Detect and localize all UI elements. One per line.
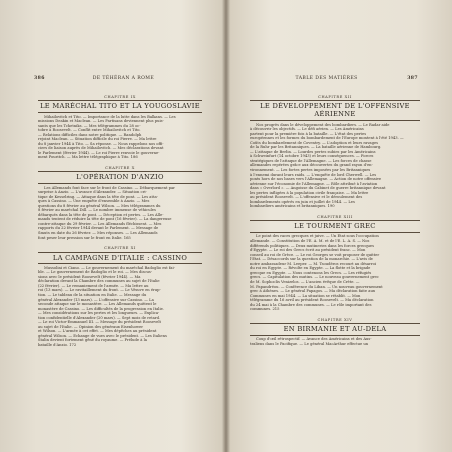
summary-line: au sujet de l'Italie. — Opinion des généraux Eisenhower [38,324,143,329]
summary-line: notre ambassadeur M. Leeper. — M. Tsoudéros recourt au désarroi [250,261,377,266]
chapter-rule-bottom [38,263,202,264]
chapter-summary [250,234,420,311]
left-running-head [34,76,202,81]
chapter-section [250,95,420,209]
summary-line: partent pour la première fois à la bataille. — L'état des pertes [250,131,367,136]
left-page-number: 386 [34,76,45,81]
summary-line: Le point des races grecques et juive. — Un État sous l'occupation [256,234,379,239]
summary-line: — Le roi Victor-Emmanuel III. — Message du président Roosevelt [38,320,162,325]
chapter-summary [38,266,202,348]
summary-line: grecs. — Capitulation des mutins. — Le nouveau gouvernement grec [250,275,379,280]
right-page-number: 387 [407,76,418,81]
summary-line: et Wilson. — L'armée à cet effet. — Mes dépêches au président [38,329,157,334]
summary-line: tion. — Le tableau de la situation en Italie. — Message du [38,292,147,297]
chapter-section [38,246,202,347]
summary-line: contre-attaque du 29 février. — Les Allemands fléchissent. — Mes [38,221,162,226]
chapter-label: CHAPITRE XIII [317,214,353,219]
summary-line: communes. 215 [250,307,280,312]
summary-line: européennes et les formes du bombardement de l'Europe montent à l'été 1943. — [250,136,404,141]
summary-line: à Schweinfurt (14 octobre 1943) et leurs conséquences. — Forces [250,154,374,159]
summary-line: tique de Kesselring. — Attaque dans la tête de pont. — Les atta- [38,194,158,199]
chapter-summary [250,337,420,346]
chapter-section [38,95,202,160]
left-running-title: DE TÉHÉRAN A ROME [92,76,155,81]
chapter-rule-top [38,100,202,101]
chapter-title: EN BIRMANIE ET AU-DELA [283,325,387,334]
chapter-label: CHAPITRE XI [104,246,136,251]
chapter-rule-bottom [250,335,420,336]
summary-line: général Wilson. — Échange de vues avec le président. — Les Italiens [38,333,167,338]
summary-line: du 8 janvier 1944 à Tito. — Sa réponse. — Nous rappelons nos offi- [38,141,164,146]
summary-line: conseil au roi de Grèce. — Le roi Georges se voit proposer de quitter [250,252,380,257]
summary-line: de la Ruhr par les Britanniques. — La bataille aérienne de Hambourg. [250,145,382,150]
summary-line: sions avec le président Roosevelt (février 1944). — Ma [38,274,141,279]
summary-line: ques à Cassino. — Une enquête d'ensemble à Anzio. — Mes [38,199,150,204]
summary-line: Mihailovitch et Tito. — Importance de la lutte dans les Balkans. — Les [44,114,176,119]
summary-line: questions du 8 février au général Wilson. — Mes télégrammes du [38,203,161,208]
chapter-rule-bottom [38,112,202,113]
summary-line: du 24 mai à la Chambre des communes. — Le rôle important des [250,302,372,307]
summary-line: font peser leur pression sur le front en Italie. 165 [38,235,131,240]
chapter-title: L'OPÉRATION D'ANZIO [76,173,164,182]
summary-line: Communes en mai 1944. — La situation se rétablit. — Mon [250,293,361,298]
summary-line: les pertes infligées à la population civile française. — Ma lettre [250,190,369,195]
summary-line: missions Deakin et Maclean. — Les Partisans deviennent plus puis- [38,119,164,124]
summary-line: roi (13 mars). — Le ravitaillement du front. — Le Vésuve en érup- [38,288,161,293]
summary-line: allemande. — Constitution de l'E. A. M. et de l'E. L. A. S. — Nos [250,239,370,244]
chapter-section [38,166,202,240]
summary-line: — Mes considérations sur les pertes et les longueurs. — Explica- [38,311,160,316]
chapter-rule-top [38,171,202,172]
summary-line: ment Pouritch. — Ma lettre télégraphique à Tito. 186 [38,155,138,160]
chapter-rule-bottom [38,183,202,184]
chapter-title: LE DÉVELOPPEMENT DE L'OFFENSIVE AÉRIENNE [260,102,410,119]
chapter-title: LE MARÉCHAL TITO ET LA YOUGOSLAVIE [40,102,200,111]
chapter-label: CHAPITRE X [105,166,135,171]
summary-line: Smuts en date du 26 février. — Mes réponses. — Les Allemands [38,231,158,236]
chapter-rule-top [38,252,202,253]
summary-line: Nos progrès dans le développement des bombardiers. — Le Radar aide [256,122,390,127]
summary-line: à l'ennemi durant leurs raids. — L'enquête de lord Cherwell. — Les [250,172,377,177]
summary-line: rapports du 22 février 1944 devant le Parlement. — Message de [38,226,159,231]
summary-line: bombardiers américains et britanniques. 190 [250,204,335,209]
summary-line: à découvrir les objectifs. — Le défi aérien. — Les Américains [250,127,364,132]
chapter-rule-bottom [250,232,420,233]
summary-line: du roi en Égypte. — Révolte en Égypte. — La flotte et la brigade [250,266,371,271]
summary-line: (22 février). — Le remaniement de l'armée. — Ma lettre au [38,283,149,288]
summary-line: sants que les Tchetniks. — Mes télégrammes du 28 oc- [38,123,141,128]
chapter-label: CHAPITRE XIV [317,317,353,322]
summary-line: au président Roosevelt. — L'offensive et le déroulement des [250,195,363,200]
summary-line: télégramme du 16 avril au président Roosevelt. — Ma déclaration [250,298,374,303]
summary-line: différends politiques. — Deux mutineries dans les forces grecques [250,243,375,248]
summary-line: ble. — Le gouvernement de Badoglio et le roi. — Mes discus- [38,270,153,275]
summary-line: Coup d'œil rétrospectif. — Avance des Américains et des Aus- [256,337,372,342]
summary-line: ponts hors de nos bases vers l'Allemagne. — Action de notre offensive [250,177,382,182]
summary-line: seconde attaque sur le monastère. — Les Allemands quittent le [38,302,157,307]
chapter-rule-top [250,220,420,221]
right-page [228,0,452,452]
chapter-label: CHAPITRE XII [318,95,352,99]
summary-line: ciers de liaison auprès de Mihailovitch. — Mes déclarations devant [38,146,164,151]
summary-line: allemandes repérées grâce aux découvertes du grand rayon d'en- [250,163,373,168]
summary-line: grec à Athènes. — Le général Papagos. — Ma déclaration faite aux [250,289,375,294]
chapter-summary [38,186,202,241]
summary-line: tion confidentielle d'Alexander (20 mars). — Sept mois de retard. [38,315,161,320]
summary-line: bataille d'Anzio. 172 [38,342,77,347]
chapter-section [250,318,420,347]
summary-line: l'État. — Désaccords sur la question de la monarchie. — L'avis de [250,257,373,262]
left-page [0,0,224,452]
summary-line: bombardements opérés en juin et juillet de 1944. — Les [250,199,355,204]
chapter-rule-top [250,323,420,324]
summary-line: stratégiques de l'attaque de l'Allemagne. — Les forces de chasse [250,158,372,163]
summary-line: traliens dans le Pacifique. — Le général MacArthur effectue un [250,341,369,346]
summary-line: le Parlement (février 1944). — Le roi Pierre renvoie le gouverne- [38,150,160,155]
summary-line: — L'attaque de Berlin. — Lourdes pertes subies par les Américains [250,149,376,154]
summary-line: de M. Sophoclis Venizelos. — L'ancien évêque de Crète. — [250,279,360,284]
summary-line: déclaration devant la Chambre des communes au sujet de l'Italie [38,279,160,284]
summary-line: surprise à Anzio. — L'avance d'Alexander. — Situation cri- [38,190,147,195]
left-page-content [38,95,202,354]
chapter-summary [38,115,202,160]
chapter-summary [250,123,420,209]
chapter-section [250,215,420,312]
summary-line: rejoint Maclean. — Situation difficile du roi Pierre. — Ma lettre [38,137,157,142]
summary-line: mands tentent de réduire la tête de pont (16 février). — La dangereuse [38,217,172,222]
summary-line: tobre à Roosevelt. — Conflit entre Mihailovitch et Tito. [38,128,141,133]
chapter-label: CHAPITRE IX [104,95,136,99]
right-running-title: TABLE DES MATIÈRES [295,76,358,81]
right-page-content [250,95,420,352]
summary-line: monastère de Cassino. — Les difficultés de la progression en Italie. [38,306,165,311]
summary-line: Mussolini et Ciano. — Le gouvernement du maréchal Badoglio est fai- [44,265,175,270]
right-running-head [246,76,418,81]
summary-line: d'Égypte. — Le roi des Grecs écrit au président franc. — Mon [250,248,366,253]
summary-line: — Relations difficiles dans notre politique. — Randolph [38,132,142,137]
summary-line: aérienne sur l'économie de l'Allemagne. — Rôle attribué à l'aviation [250,181,378,186]
chapter-title: LE TOURMENT GREC [294,222,376,231]
summary-line: dans « Overlord ». — Angoisse du Cabinet de guerre britannique devant [250,186,386,191]
summary-line: M. Papandréou. — Conférence du Liban. — Un nouveau gouvernement [250,284,383,289]
summary-line: Coûts du bombardement de Coventry. — L'adoption et leurs ravages [250,140,379,145]
summary-line: Les Allemands font face sur le front de Cassino. — Débarquement par [44,185,175,190]
chapter-rule-bottom [250,120,420,121]
summary-line: général Alexander (13 mars). — L'offensive sur Cassino. — La [38,297,154,302]
chapter-rule-top [250,100,420,101]
summary-line: débarqués dans la tête de pont. — Déception et pertes. — Les Alle- [38,212,164,217]
summary-line: 8 février au maréchal Dill. — Le nombre immense de véhicules [38,208,156,213]
summary-line: vironnement. — Les fortes pertes imposées par les Britanniques [250,168,371,173]
chapter-title: LA CAMPAGNE D'ITALIE : CASSINO [52,253,188,262]
summary-line: Stalin devient fortement gêné du royaume. — Prélude à la [38,338,147,343]
summary-line: grecque en Égypte. — Nous contenons les Grecs. — Les réfugiés [250,270,372,275]
